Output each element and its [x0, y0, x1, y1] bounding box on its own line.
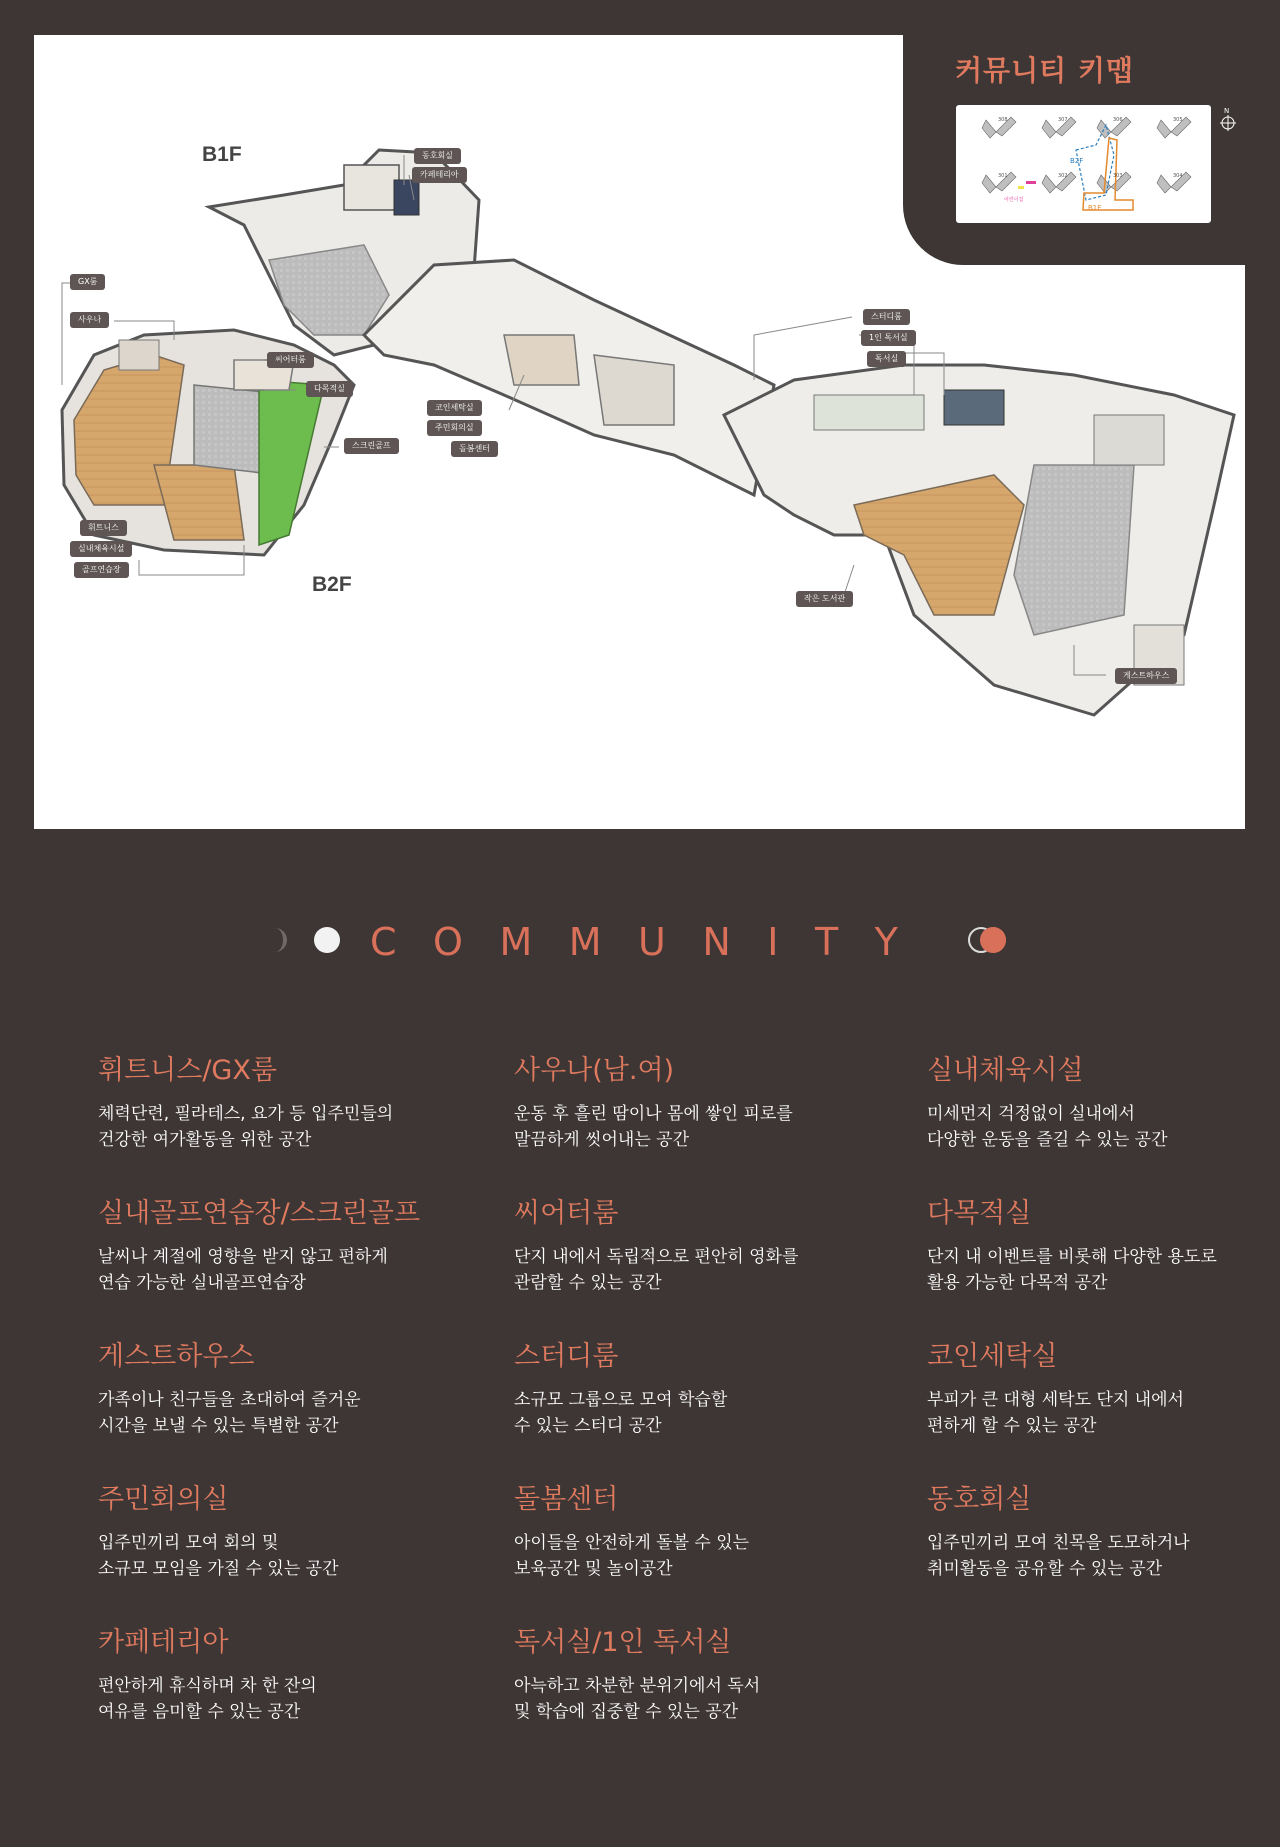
- tag-reading[interactable]: 독서실: [867, 351, 906, 367]
- facility-golf: [98, 1196, 478, 1296]
- svg-text:306: 306: [1113, 117, 1123, 123]
- svg-text:304: 304: [1173, 173, 1183, 179]
- community-keymap: [903, 35, 1245, 265]
- facility-title: 독서실/1인 독서실: [514, 1627, 732, 1658]
- facility-description: 운동 후 흘린 땀이나 몸에 쌓인 피로를 말끔하게 씻어내는 공간: [514, 1104, 793, 1150]
- facility-description: 아늑하고 차분한 분위기에서 독서 및 학습에 집중할 수 있는 공간: [514, 1676, 761, 1722]
- tag-theater[interactable]: 씨어터룸: [267, 352, 314, 368]
- facility-theater: [514, 1196, 894, 1296]
- floor-label-b2f: B2F: [312, 573, 352, 596]
- facility-description: 소규모 그룹으로 모여 학습할 수 있는 스터디 공간: [514, 1390, 728, 1436]
- facility-title: 씨어터룸: [514, 1198, 619, 1229]
- tag-guest-house[interactable]: 게스트하우스: [1115, 668, 1177, 684]
- tag-small-library[interactable]: 작은 도서관: [796, 591, 853, 607]
- compass-icon: [1218, 105, 1238, 133]
- svg-text:N: N: [1224, 107, 1230, 115]
- facility-sauna: [514, 1053, 894, 1153]
- community-banner: [0, 912, 1280, 968]
- keymap-title: 커뮤니티 키맵: [955, 54, 1135, 87]
- keymap-label-b1f: B1F: [1088, 204, 1102, 212]
- svg-text:301: 301: [998, 173, 1008, 179]
- central-corridor: [364, 260, 774, 495]
- tag-single-reading[interactable]: 1인 독서실: [861, 330, 916, 346]
- facility-description: 입주민끼리 모여 회의 및 소규모 모임을 가질 수 있는 공간: [98, 1533, 339, 1579]
- tag-screen-golf[interactable]: 스크린골프: [344, 438, 399, 454]
- facility-description: 단지 내에서 독립적으로 편안히 영화를 관람할 수 있는 공간: [514, 1247, 799, 1293]
- facility-coin-laundry: [927, 1339, 1280, 1439]
- tag-cafeteria[interactable]: 카페테리아: [412, 167, 467, 183]
- keymap-buildings-illustration: [956, 105, 1211, 223]
- facility-study: [514, 1339, 894, 1439]
- facility-title: 돌봄센터: [514, 1484, 619, 1515]
- svg-text:307: 307: [1058, 117, 1068, 123]
- facility-description: 입주민끼리 모여 친목을 도모하거나 취미활동을 공유할 수 있는 공간: [927, 1533, 1190, 1579]
- facility-club: [927, 1482, 1280, 1582]
- svg-text:302: 302: [1058, 173, 1068, 179]
- left-circles-icon: [270, 924, 350, 956]
- facility-title: 실내골프연습장/스크린골프: [98, 1198, 421, 1229]
- facility-fitness-gx: [98, 1053, 478, 1153]
- facility-title: 코인세탁실: [927, 1341, 1058, 1372]
- facility-reading-room: [514, 1625, 894, 1725]
- svg-text:305: 305: [1173, 117, 1183, 123]
- facility-description: 미세먼지 걱정없이 실내에서 다양한 운동을 즐길 수 있는 공간: [927, 1104, 1168, 1150]
- svg-text:308: 308: [998, 117, 1008, 123]
- facility-multipurpose: [927, 1196, 1280, 1296]
- facility-description: 단지 내 이벤트를 비롯해 다양한 용도로 활용 가능한 다목적 공간: [927, 1247, 1217, 1293]
- facility-indoor-sports: [927, 1053, 1280, 1153]
- facility-description: 부피가 큰 대형 세탁도 단지 내에서 편하게 할 수 있는 공간: [927, 1390, 1184, 1436]
- facility-care: [514, 1482, 894, 1582]
- facility-meeting: [98, 1482, 478, 1582]
- facility-title: 카페테리아: [98, 1627, 229, 1658]
- tag-club[interactable]: 동호회실: [414, 148, 461, 164]
- facility-title: 스터디룸: [514, 1341, 619, 1372]
- tag-meeting[interactable]: 주민회의실: [427, 420, 482, 436]
- tag-sauna[interactable]: 사우나: [70, 312, 109, 328]
- tag-golf-practice[interactable]: 골프연습장: [74, 562, 129, 578]
- facility-title: 실내체육시설: [927, 1055, 1084, 1086]
- facility-cafeteria: [98, 1625, 478, 1725]
- tag-coin-laundry[interactable]: 코인세탁실: [427, 400, 482, 416]
- facility-title: 다목적실: [927, 1198, 1032, 1229]
- tag-fitness[interactable]: 휘트니스: [80, 520, 127, 536]
- facility-title: 주민회의실: [98, 1484, 229, 1515]
- facility-title: 휘트니스/GX룸: [98, 1055, 277, 1086]
- keymap-label-kids: 어린이집: [1004, 197, 1024, 203]
- tag-indoor-sports[interactable]: 실내체육시설: [70, 541, 132, 557]
- facility-description: 편안하게 휴식하며 차 한 잔의 여유를 음미할 수 있는 공간: [98, 1676, 317, 1722]
- svg-text:303: 303: [1113, 173, 1123, 179]
- keymap-building-numbers: [998, 117, 1183, 179]
- facility-description: 체력단련, 필라테스, 요가 등 입주민들의 건강한 여가활동을 위한 공간: [98, 1104, 394, 1150]
- keymap-site-plan: [956, 105, 1211, 223]
- floor-label-b1f: B1F: [202, 143, 242, 166]
- community-heading: COMMUNITY: [370, 920, 935, 964]
- tag-care[interactable]: 돌봄센터: [451, 441, 498, 457]
- facility-description: 날씨나 계절에 영향을 받지 않고 편하게 연습 가능한 실내골프연습장: [98, 1247, 388, 1293]
- facility-description: 가족이나 친구들을 초대하여 즐거운 시간을 보낼 수 있는 특별한 공간: [98, 1390, 361, 1436]
- facility-description: 아이들을 안전하게 돌볼 수 있는 보육공간 및 놀이공간: [514, 1533, 750, 1579]
- tag-study[interactable]: 스터디룸: [863, 309, 910, 325]
- b1f-library-block: [724, 365, 1234, 715]
- tag-multipurpose[interactable]: 다목적실: [306, 381, 353, 397]
- keymap-label-b2f: B2F: [1070, 157, 1084, 165]
- community-floor-plan: [34, 35, 1245, 829]
- facility-title: 게스트하우스: [98, 1341, 255, 1372]
- tag-gx[interactable]: GX룸: [70, 274, 105, 290]
- right-circles-icon: [965, 924, 1015, 956]
- facility-title: 동호회실: [927, 1484, 1032, 1515]
- facility-guest-house: [98, 1339, 478, 1439]
- facility-title: 사우나(남.여): [514, 1055, 675, 1086]
